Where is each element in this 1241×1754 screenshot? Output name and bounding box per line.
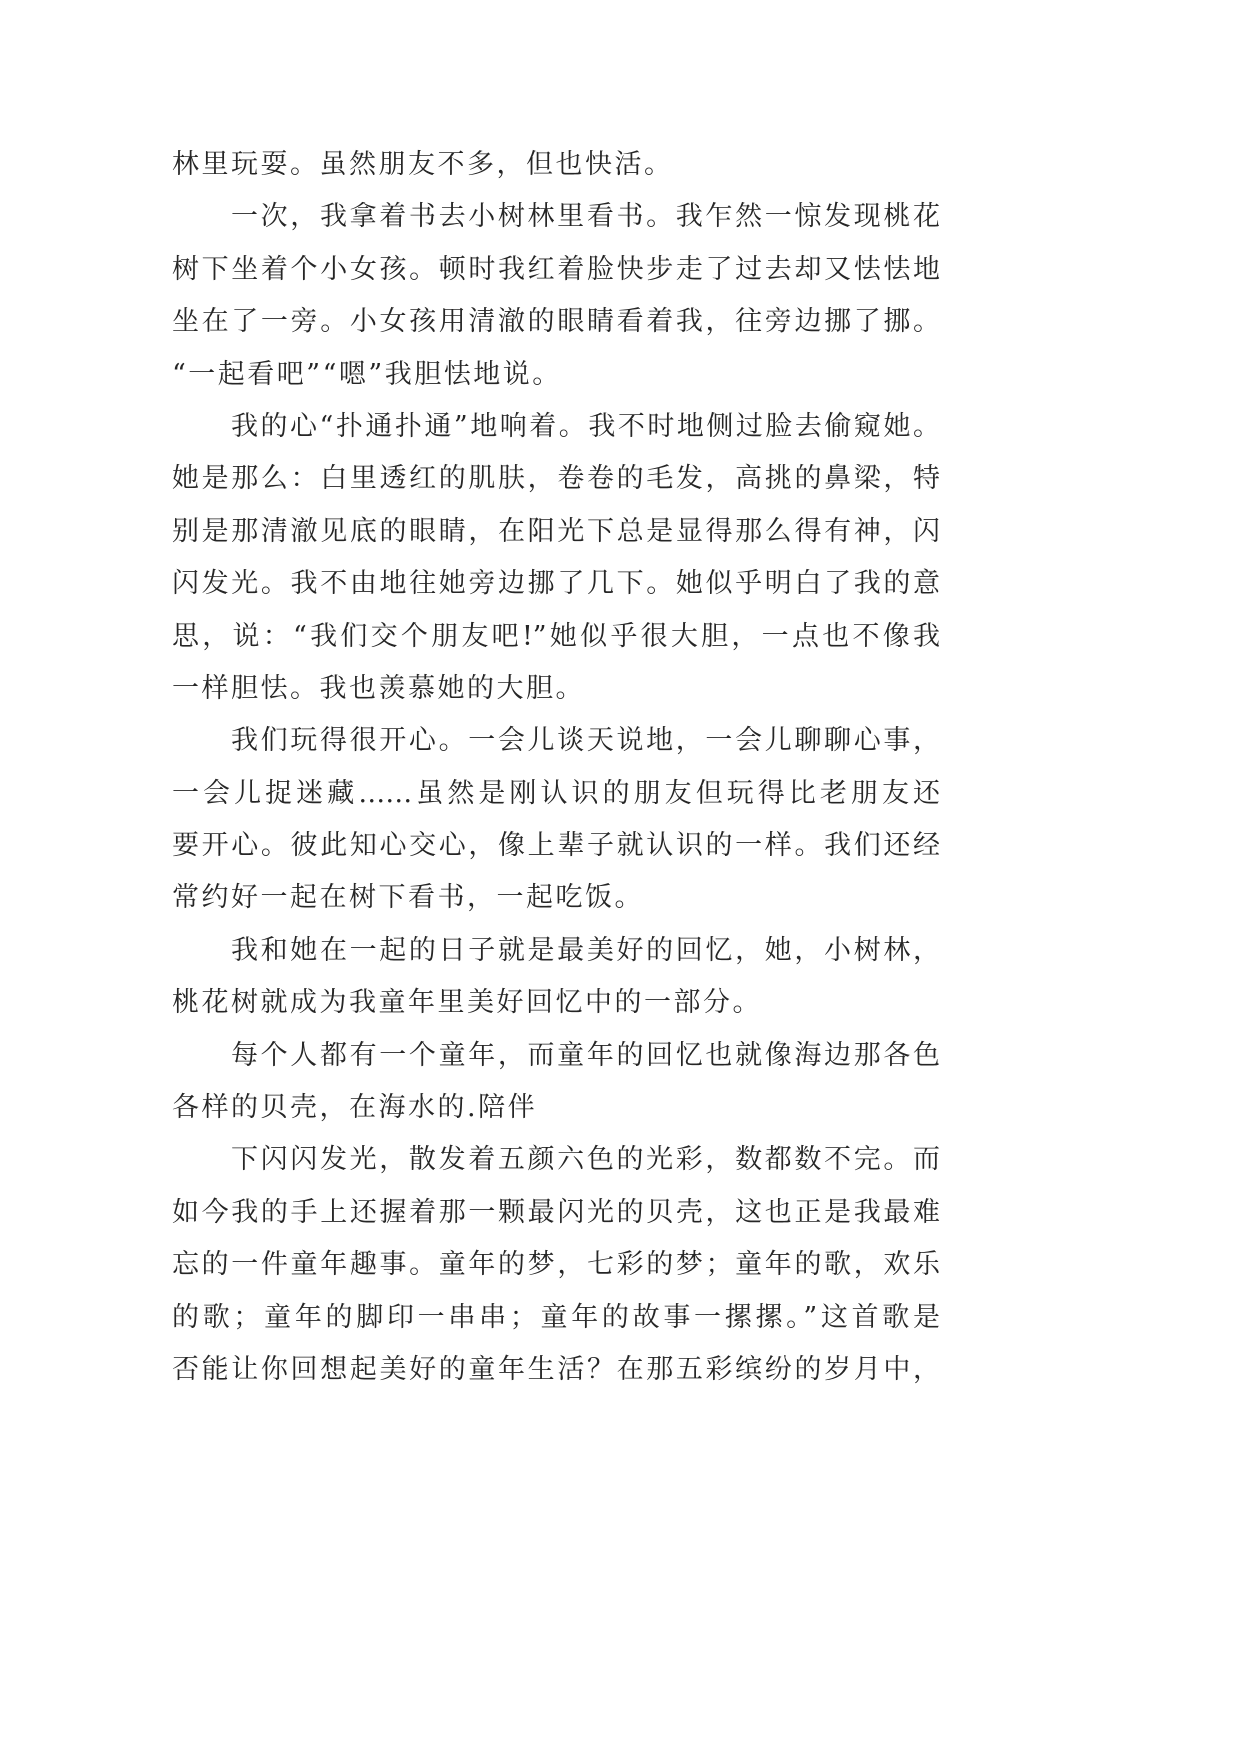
- text-line: 思，说：“我们交个朋友吧!”她似乎很大胆，一点也不像我: [172, 620, 940, 652]
- text-line: 闪发光。我不由地往她旁边挪了几下。她似乎明白了我的意: [172, 568, 940, 600]
- text-line: 她是那么：白里透红的肌肤，卷卷的毛发，高挑的鼻梁，特: [172, 463, 940, 495]
- paragraph: [172, 925, 940, 1030]
- text-line: 我们玩得很开心。一会儿谈天说地，一会儿聊聊心事，: [231, 725, 940, 757]
- text-line: “一起看吧”“嗯”我胆怯地说。: [172, 358, 562, 390]
- text-line: 树下坐着个小女孩。顿时我红着脸快步走了过去却又怯怯地: [172, 253, 940, 285]
- text-line: 的歌；童年的脚印一串串；童年的故事一摞摞。”这首歌是: [172, 1301, 940, 1333]
- text-line: 我和她在一起的日子就是最美好的回忆，她，小树林，: [231, 934, 940, 966]
- text-line: 每个人都有一个童年，而童年的回忆也就像海边那各色: [231, 1039, 940, 1071]
- text-line: 林里玩耍。虽然朋友不多，但也快活。: [172, 149, 674, 180]
- paragraph: [172, 1134, 940, 1396]
- paragraph: [172, 191, 940, 401]
- text-line: 别是那清澈见底的眼睛，在阳光下总是显得那么得有神，闪: [172, 515, 940, 547]
- text-line: 要开心。彼此知心交心，像上辈子就认识的一样。我们还经: [172, 830, 940, 862]
- text-line: 各样的贝壳，在海水的.陪伴: [172, 1092, 538, 1124]
- text-line: 下闪闪发光，散发着五颜六色的光彩，数都数不完。而: [231, 1144, 940, 1176]
- paragraph: [172, 401, 940, 715]
- paragraph: [172, 715, 940, 925]
- text-line: 桃花树就成为我童年里美好回忆中的一部分。: [172, 987, 762, 1019]
- text-line: 如今我的手上还握着那一颗最闪光的贝壳，这也正是我最难: [172, 1196, 940, 1228]
- text-line: 忘的一件童年趣事。童年的梦，七彩的梦；童年的歌，欢乐: [172, 1249, 940, 1281]
- text-line: 坐在了一旁。小女孩用清澈的眼睛看着我，往旁边挪了挪。: [172, 306, 940, 338]
- text-line: 一会儿捉迷藏……虽然是刚认识的朋友但玩得比老朋友还: [172, 777, 940, 809]
- text-line: 我的心“扑通扑通”地响着。我不时地侧过脸去偷窥她。: [231, 410, 940, 442]
- text-line: 一次，我拿着书去小树林里看书。我乍然一惊发现桃花: [231, 201, 940, 233]
- paragraph: [172, 139, 940, 191]
- text-line: 否能让你回想起美好的童年生活？在那五彩缤纷的岁月中，: [172, 1353, 940, 1385]
- document-body: [172, 139, 940, 1396]
- text-line: 常约好一起在树下看书，一起吃饭。: [172, 882, 644, 914]
- paragraph: [172, 1030, 940, 1135]
- text-line: 一样胆怯。我也羡慕她的大胆。: [172, 672, 585, 704]
